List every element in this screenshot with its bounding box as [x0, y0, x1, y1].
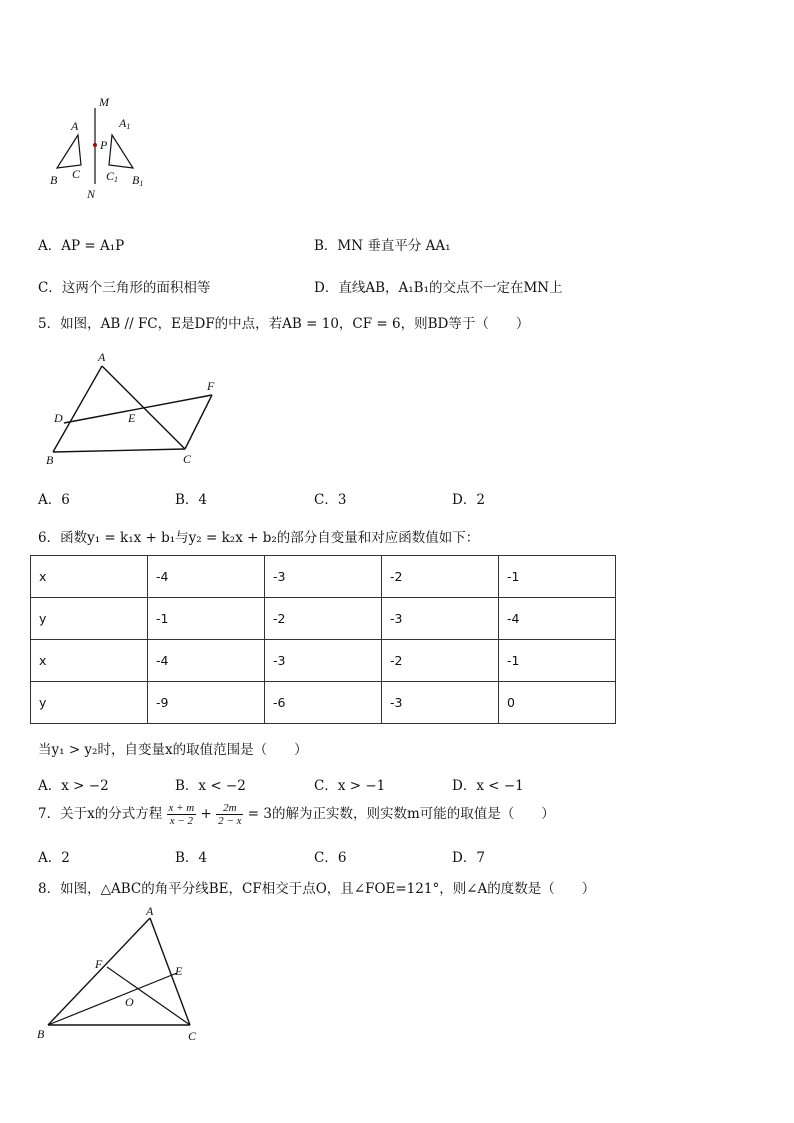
q6-option-a: A．x > −2: [38, 778, 109, 794]
figure-q4-reflection: [45, 92, 165, 202]
table-cell: 0: [499, 682, 616, 724]
q6-condition: 当y₁ > y₂时，自变量x的取值范围是（ ）: [38, 742, 308, 758]
table-cell: -6: [265, 682, 382, 724]
table-cell: x: [31, 640, 148, 682]
label-a: A: [98, 350, 106, 364]
table-cell: -2: [382, 556, 499, 598]
plus-sign: +: [200, 806, 212, 822]
q7-option-a: A．2: [38, 850, 70, 866]
q7-option-b: B．4: [175, 850, 208, 866]
label-b1: B1: [132, 173, 144, 188]
q4-option-b: B．MN 垂直平分 AA₁: [314, 238, 451, 254]
table-cell: -1: [148, 598, 265, 640]
segment-ab: [53, 366, 102, 452]
label-e: E: [175, 964, 183, 978]
q5-option-d: D．2: [452, 492, 485, 508]
segment-fc: [185, 395, 212, 449]
label-c1: C1: [106, 169, 119, 184]
table-cell: -4: [148, 640, 265, 682]
q6-option-d: D．x < −1: [452, 778, 524, 794]
label-e: E: [128, 411, 136, 425]
table-row: [31, 682, 616, 724]
table-row: [31, 556, 616, 598]
fraction-1-denominator: x − 2: [169, 815, 194, 827]
table-cell: -9: [148, 682, 265, 724]
table-row: [31, 598, 616, 640]
table-cell: -4: [499, 598, 616, 640]
table-cell: y: [31, 598, 148, 640]
table-row: [31, 640, 616, 682]
q7-stem-post: = 3的解为正实数，则实数m可能的取值是（ ）: [247, 806, 555, 822]
label-b: B: [46, 453, 54, 467]
table-cell: x: [31, 556, 148, 598]
label-a: A: [146, 904, 154, 918]
label-d: D: [54, 411, 63, 425]
label-f: F: [95, 957, 103, 971]
label-p: P: [100, 138, 108, 152]
q4-option-c: C．这两个三角形的面积相等: [38, 280, 211, 296]
label-c: C: [188, 1029, 197, 1043]
q5-option-c: C．3: [314, 492, 347, 508]
fraction-2-numerator: 2m: [216, 802, 243, 815]
table-cell: -4: [148, 556, 265, 598]
label-b: B: [37, 1027, 45, 1041]
q4-option-d: D．直线AB，A₁B₁的交点不一定在MN上: [314, 280, 563, 296]
segment-bc: [53, 449, 185, 452]
table-cell: -2: [382, 640, 499, 682]
segment-ab: [48, 918, 150, 1025]
q6-option-b: B．x < −2: [175, 778, 246, 794]
q5-stem: 5．如图，AB // FC，E是DF的中点，若AB = 10，CF = 6，则BD等于（ ）: [38, 316, 530, 332]
label-o: O: [125, 995, 134, 1009]
q7-stem-pre: 7．关于x的分式方程: [38, 806, 163, 822]
segment-df: [64, 395, 212, 423]
table-cell: y: [31, 682, 148, 724]
table-cell: -1: [499, 640, 616, 682]
table-cell: -3: [382, 598, 499, 640]
table-cell: -2: [265, 598, 382, 640]
q7-option-d: D．7: [452, 850, 485, 866]
triangle-a1b1c1: [109, 135, 133, 168]
q4-option-a: A．AP = A₁P: [38, 238, 125, 254]
q6-stem: 6．函数y₁ = k₁x + b₁与y₂ = k₂x + b₂的部分自变量和对应函数值如下：: [38, 530, 480, 546]
fraction-1: [167, 802, 197, 827]
q5-option-b: B．4: [175, 492, 208, 508]
table-cell: -3: [265, 640, 382, 682]
label-m: M: [99, 95, 109, 109]
q7-option-c: C．6: [314, 850, 347, 866]
table-cell: -3: [265, 556, 382, 598]
figure-q5: [40, 346, 230, 471]
table-cell: -1: [499, 556, 616, 598]
fraction-2: [216, 802, 243, 827]
point-p: [93, 143, 97, 147]
triangle-abc: [57, 135, 81, 168]
q6-option-c: C．x > −1: [314, 778, 386, 794]
label-b: B: [50, 173, 58, 187]
label-c: C: [72, 167, 81, 181]
segment-ac: [150, 918, 190, 1025]
label-n: N: [87, 187, 96, 201]
label-a: A: [71, 119, 79, 133]
q5-option-a: A．6: [38, 492, 70, 508]
fraction-2-denominator: 2 − x: [218, 815, 242, 827]
label-f: F: [207, 379, 215, 393]
fraction-1-numerator: x + m: [168, 802, 195, 814]
label-a1: A1: [119, 116, 131, 131]
bisector-be: [48, 973, 177, 1025]
figure-q8: [32, 900, 212, 1050]
label-c: C: [183, 452, 192, 466]
q7-stem: [38, 802, 555, 827]
q6-value-table: [30, 555, 616, 724]
q8-stem: 8．如图，△ABC的角平分线BE，CF相交于点O，且∠FOE=121°，则∠A的度数是（ ）: [38, 881, 596, 897]
table-cell: -3: [382, 682, 499, 724]
